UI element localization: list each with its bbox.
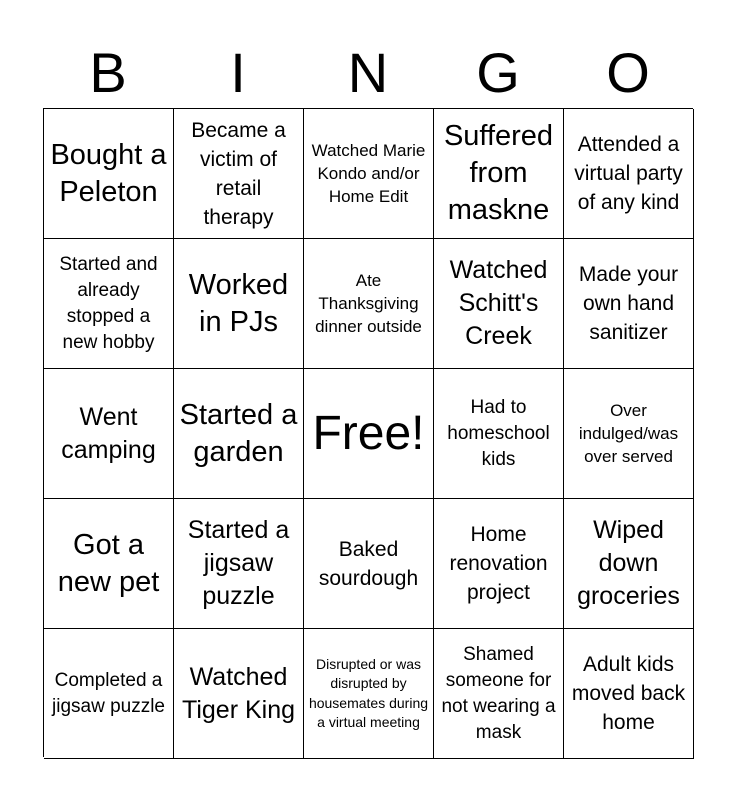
cell-text: Watched Schitt's Creek [449, 256, 548, 350]
header-letter-n: N [347, 41, 389, 104]
cell-text: Made your own hand sanitizer [578, 263, 679, 344]
free-space-cell[interactable] [304, 369, 434, 499]
cell-text: Started and already stopped a new hobby [59, 253, 158, 353]
cell-text: Free! [312, 406, 425, 460]
cell-text: Over indulged/was over served [578, 401, 679, 466]
header-letter-g: G [476, 41, 520, 104]
cell-text: Adult kids moved back home [571, 653, 686, 734]
bingo-cell[interactable] [44, 629, 174, 759]
cell-text: Went camping [61, 402, 156, 464]
bingo-cell[interactable] [434, 109, 564, 239]
bingo-cell[interactable] [174, 369, 304, 499]
cell-text: Became a victim of retail therapy [191, 118, 286, 229]
bingo-cell[interactable] [304, 499, 434, 629]
bingo-cell[interactable] [564, 109, 694, 239]
bingo-cell[interactable] [44, 109, 174, 239]
bingo-cell[interactable] [174, 109, 304, 239]
bingo-cell[interactable] [44, 239, 174, 369]
cell-text: Shamed someone for not wearing a mask [441, 643, 556, 743]
bingo-board [43, 108, 693, 757]
bingo-cell[interactable] [564, 239, 694, 369]
bingo-cell[interactable] [434, 239, 564, 369]
bingo-cell[interactable] [434, 629, 564, 759]
bingo-cell[interactable] [44, 369, 174, 499]
bingo-header [43, 38, 693, 108]
bingo-cell[interactable] [304, 109, 434, 239]
bingo-cell[interactable] [174, 499, 304, 629]
cell-text: Got a new pet [57, 528, 160, 598]
bingo-cell[interactable] [564, 629, 694, 759]
bingo-cell[interactable] [564, 369, 694, 499]
cell-text: Watched Marie Kondo and/or Home Edit [311, 141, 426, 206]
bingo-cell[interactable] [304, 239, 434, 369]
cell-text: Ate Thanksgiving dinner outside [315, 271, 422, 336]
cell-text: Disrupted or was disrupted by housemates during a virtual meeting [308, 655, 429, 730]
header-letter-o: O [606, 41, 650, 104]
bingo-cell[interactable] [304, 629, 434, 759]
bingo-cell[interactable] [44, 499, 174, 629]
bingo-cell[interactable] [564, 499, 694, 629]
bingo-cell[interactable] [174, 239, 304, 369]
cell-text: Watched Tiger King [181, 662, 295, 724]
cell-text: Started a garden [179, 398, 298, 468]
bingo-cell[interactable] [174, 629, 304, 759]
cell-text: Home renovation project [449, 523, 548, 604]
cell-text: Had to homeschool kids [447, 396, 550, 470]
cell-text: Bought a Peleton [50, 138, 167, 208]
cell-text: Suffered from maskne [443, 120, 554, 226]
cell-text: Attended a virtual party of any kind [574, 133, 683, 214]
header-letter-b: B [89, 41, 127, 104]
bingo-cell[interactable] [434, 369, 564, 499]
cell-text: Wiped down groceries [577, 516, 680, 610]
cell-text: Baked sourdough [318, 537, 419, 590]
bingo-cell[interactable] [434, 499, 564, 629]
header-letter-i: I [230, 41, 246, 104]
cell-text: Worked in PJs [188, 268, 289, 338]
cell-text: Started a jigsaw puzzle [187, 516, 290, 610]
cell-text: Completed a jigsaw puzzle [52, 669, 165, 717]
